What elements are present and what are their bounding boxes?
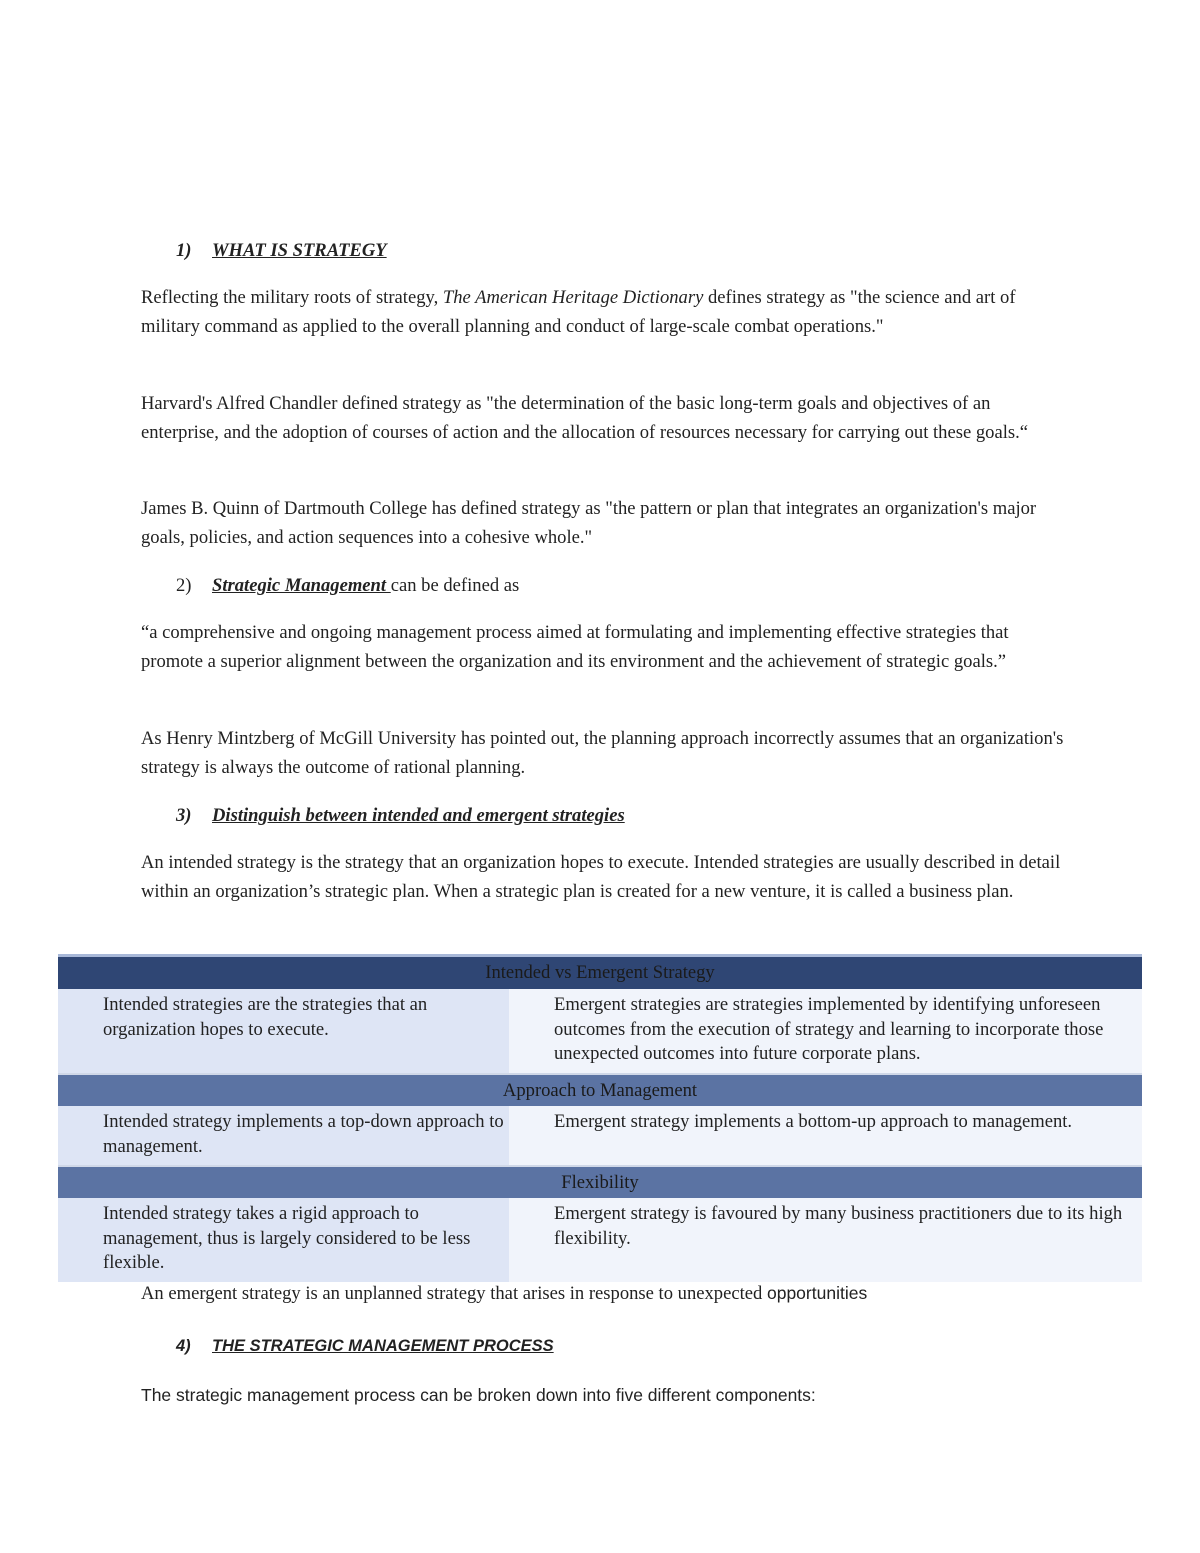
table-cell-emergent: Emergent strategy implements a bottom-up approach to management. (509, 1106, 1142, 1166)
heading-number: 3) (176, 805, 192, 826)
table-row (58, 1106, 1142, 1166)
heading-title: WHAT IS STRATEGY (212, 240, 387, 261)
table-header: Intended vs Emergent Strategy (58, 956, 1142, 990)
table-cell-emergent: Emergent strategy is favoured by many business practitioners due to its high flexibility. (509, 1198, 1142, 1282)
heading-number: 2) (176, 575, 192, 596)
table-row (58, 1198, 1142, 1282)
table-cell-intended: Intended strategy takes a rigid approach to management, thus is largely considered to be less flexible. (58, 1198, 509, 1282)
table-cell-intended: Intended strategy implements a top-down approach to management. (58, 1106, 509, 1166)
table-row (58, 989, 1142, 1074)
paragraph-quinn-definition: James B. Quinn of Dartmouth College has defined strategy as "the pattern or plan that integrates an organization's major goals, policies, and action sequences into a cohesive whole." (141, 498, 1037, 548)
table-cell-intended: Intended strategies are the strategies that an organization hopes to execute. (58, 989, 509, 1074)
paragraph-mintzberg: As Henry Mintzberg of McGill University has pointed out, the planning approach incorrectly assumes that an organization's strategy is always the outcome of rational planning. (141, 728, 1064, 778)
table-subheader: Flexibility (58, 1166, 1142, 1198)
table-subheader: Approach to Management (58, 1074, 1142, 1106)
heading-suffix: can be defined as (390, 575, 520, 596)
heading-number: 4) (176, 1337, 191, 1355)
heading-title: Distinguish between intended and emergent strategies (212, 805, 625, 826)
table-cell-emergent: Emergent strategies are strategies implemented by identifying unforeseen outcomes from the execution of strategy and learning to incorporate those unexpected outcomes into future corporate plans. (509, 989, 1142, 1074)
paragraph-intended-strategy: An intended strategy is the strategy that an organization hopes to execute. Intended strategies are usually described in detail within an organization’s strategic plan. When a strategic plan is created for a new venture, it is called a business plan. (141, 852, 1061, 902)
paragraph-heritage-definition: Reflecting the military roots of strategy, The American Heritage Dictionary defines strategy as "the science and art of military command as applied to the overall planning and conduct of large-scale combat operations." (141, 287, 1016, 337)
paragraph-process-components: The strategic management process can be broken down into five different components: (141, 1385, 816, 1405)
heading-title: THE STRATEGIC MANAGEMENT PROCESS (212, 1337, 554, 1355)
mixed-font-word: opportunities (766, 1283, 868, 1303)
paragraph-strategic-management-quote: “a comprehensive and ongoing management process aimed at formulating and implementing effective strategies that promote a superior alignment between the organization and its environment and the achievement of strategic goals.” (141, 622, 1009, 672)
paragraph-emergent-strategy: An emergent strategy is an unplanned strategy that arises in response to unexpected opportunities (141, 1283, 868, 1304)
comparison-table (58, 954, 1142, 1282)
paragraph-chandler-definition: Harvard's Alfred Chandler defined strategy as "the determination of the basic long-term goals and objectives of an enterprise, and the adoption of courses of action and the allocation of resources necessary for carrying out these goals.“ (141, 393, 1029, 443)
heading-title: Strategic Management (212, 575, 391, 596)
book-title: The American Heritage Dictionary (442, 287, 704, 308)
heading-number: 1) (176, 240, 192, 261)
